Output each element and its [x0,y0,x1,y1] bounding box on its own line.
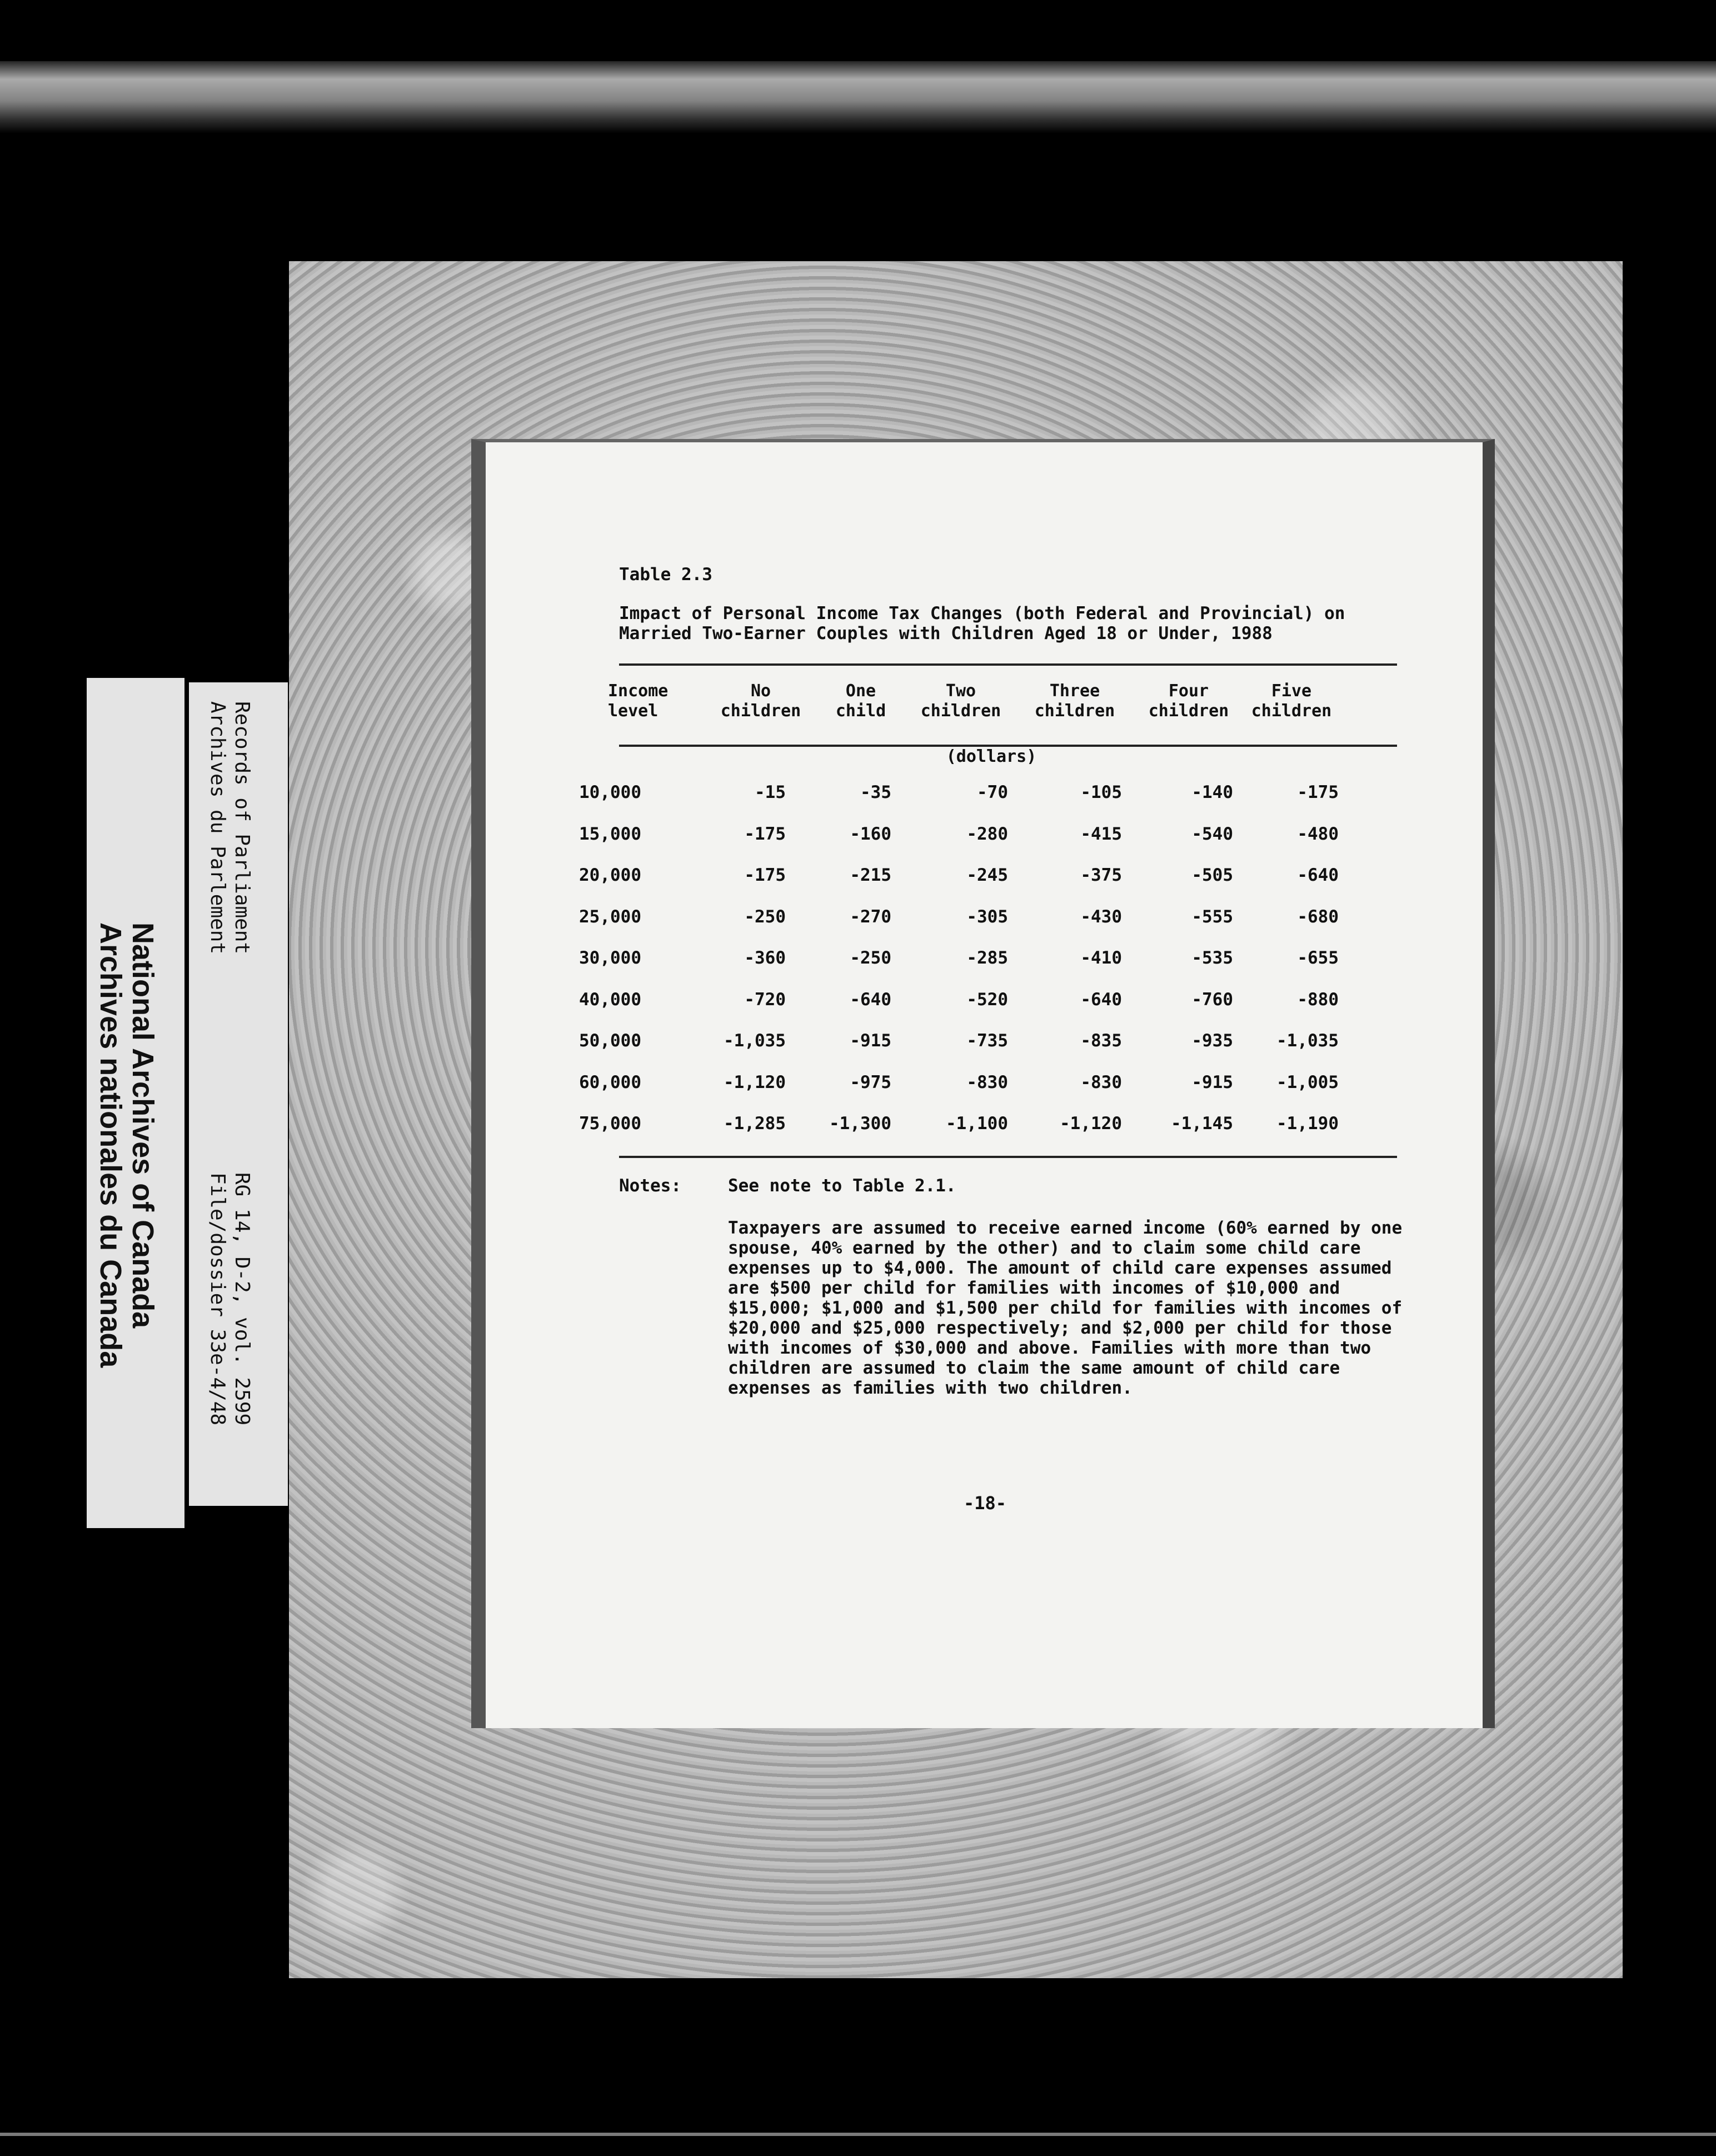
header-line: Five [1271,681,1312,701]
income-level-cell: 40,000 [579,989,641,1010]
table-cell: -680 [1297,906,1339,927]
table-bottom-rule [619,1156,1397,1158]
income-level-cell: 25,000 [579,906,641,927]
table-cell: -305 [966,906,1008,927]
table-cell: -1,190 [1276,1114,1339,1134]
record-reference-2: File/dossier 33e-4/48 [206,1172,229,1426]
table-cell: -915 [1191,1072,1233,1092]
table-cell: -250 [744,906,786,927]
header-three-children [1022,681,1128,721]
table-cell: -555 [1191,906,1233,927]
table-cell: -915 [850,1031,891,1051]
header-line: Three [1049,681,1100,701]
record-label-line-1: Records of Parliament [231,701,253,955]
header-line: One [845,681,876,701]
unit-label: (dollars) [946,747,1037,766]
income-level-cell: 15,000 [579,824,641,844]
table-cell: -480 [1297,824,1339,844]
record-reference-1: RG 14, D-2, vol. 2599 [231,1172,253,1426]
table-cell: -250 [850,948,891,968]
header-line: level [608,701,659,721]
header-four-children [1136,681,1241,721]
header-one-child [808,681,914,721]
table-cell: -1,120 [724,1072,786,1092]
header-two-children [908,681,1014,721]
table-cell: -375 [1080,865,1122,885]
record-label-line-2: Archives du Parlement [206,701,229,955]
table-cell: -175 [1297,782,1339,802]
note-2: Taxpayers are assumed to receive earned income (60% earned by one spouse, 40% earned by the other) and to claim some child care expenses up to $4,000. The amount of child care expenses assumed are $500 per child for families with incomes of $10,000 and $15,000; $1,000 and $1,500 per child for families with incomes of $20,000 and $25,000 respectively; and $2,000 per child for those with incomes of $30,000 and above. Families with more than two children are assumed to claim the same amount of child care expenses as families with two children. [728,1218,1403,1398]
table-cell: -70 [977,782,1008,802]
film-edge-strip [0,61,1716,133]
table-cell: -735 [966,1031,1008,1051]
table-cell: -640 [850,989,891,1010]
income-level-cell: 50,000 [579,1031,641,1051]
table-cell: -410 [1080,948,1122,968]
table-cell: -1,035 [724,1031,786,1051]
table-cell: -1,285 [724,1114,786,1134]
table-cell: -15 [755,782,786,802]
header-line: Income [608,681,669,701]
table-cell: -835 [1080,1031,1122,1051]
table-cell: -640 [1297,865,1339,885]
table-cell: -830 [1080,1072,1122,1092]
table-cell: -140 [1191,782,1233,802]
header-five-children [1239,681,1344,721]
table-cell: -1,120 [1060,1114,1122,1134]
income-level-cell: 30,000 [579,948,641,968]
table-top-rule [619,663,1397,666]
table-cell: -360 [744,948,786,968]
header-line: Four [1168,681,1209,701]
page-number: -18- [964,1493,1007,1514]
income-level-cell: 75,000 [579,1114,641,1134]
table-cell: -830 [966,1072,1008,1092]
table-cell: -175 [744,865,786,885]
table-cell: -1,300 [829,1114,891,1134]
table-cell: -215 [850,865,891,885]
table-cell: -280 [966,824,1008,844]
header-no-children [708,681,814,721]
table-cell: -1,145 [1171,1114,1233,1134]
header-line: children [1148,701,1229,721]
table-cell: -760 [1191,989,1233,1010]
table-cell: -105 [1080,782,1122,802]
table-cell: -285 [966,948,1008,968]
header-line: child [835,701,886,721]
document-page [471,439,1495,1728]
table-cell: -655 [1297,948,1339,968]
table-cell: -505 [1191,865,1233,885]
table-cell: -35 [860,782,891,802]
header-line: No [750,681,771,701]
notes-label: Notes: [619,1176,681,1196]
table-cell: -1,005 [1276,1072,1339,1092]
table-cell: -535 [1191,948,1233,968]
table-cell: -640 [1080,989,1122,1010]
table-cell: -1,100 [946,1114,1008,1134]
table-cell: -430 [1080,906,1122,927]
table-cell: -540 [1191,824,1233,844]
table-label: Table 2.3 [619,565,712,585]
header-line: children [1251,701,1332,721]
table-cell: -520 [966,989,1008,1010]
header-line: children [920,701,1001,721]
income-level-cell: 20,000 [579,865,641,885]
header-line: children [720,701,801,721]
table-cell: -935 [1191,1031,1233,1051]
archive-label-line-1: National Archives of Canada [126,922,159,1329]
income-level-cell: 60,000 [579,1072,641,1092]
table-cell: -270 [850,906,891,927]
table-cell: -160 [850,824,891,844]
table-cell: -720 [744,989,786,1010]
table-title: Impact of Personal Income Tax Changes (both Federal and Provincial) on Married Two-Earner Couples with Children Aged 18 or Under, 1988 [619,603,1345,643]
header-line: Two [945,681,976,701]
table-cell: -175 [744,824,786,844]
table-cell: -415 [1080,824,1122,844]
header-line: children [1034,701,1115,721]
table-cell: -1,035 [1276,1031,1339,1051]
archive-label-line-2: Archives nationales du Canada [94,922,127,1368]
table-cell: -880 [1297,989,1339,1010]
film-edge-line [0,2133,1716,2136]
note-1: See note to Table 2.1. [728,1176,956,1196]
header-income-level [608,681,714,721]
table-cell: -245 [966,865,1008,885]
income-level-cell: 10,000 [579,782,641,802]
table-cell: -975 [850,1072,891,1092]
